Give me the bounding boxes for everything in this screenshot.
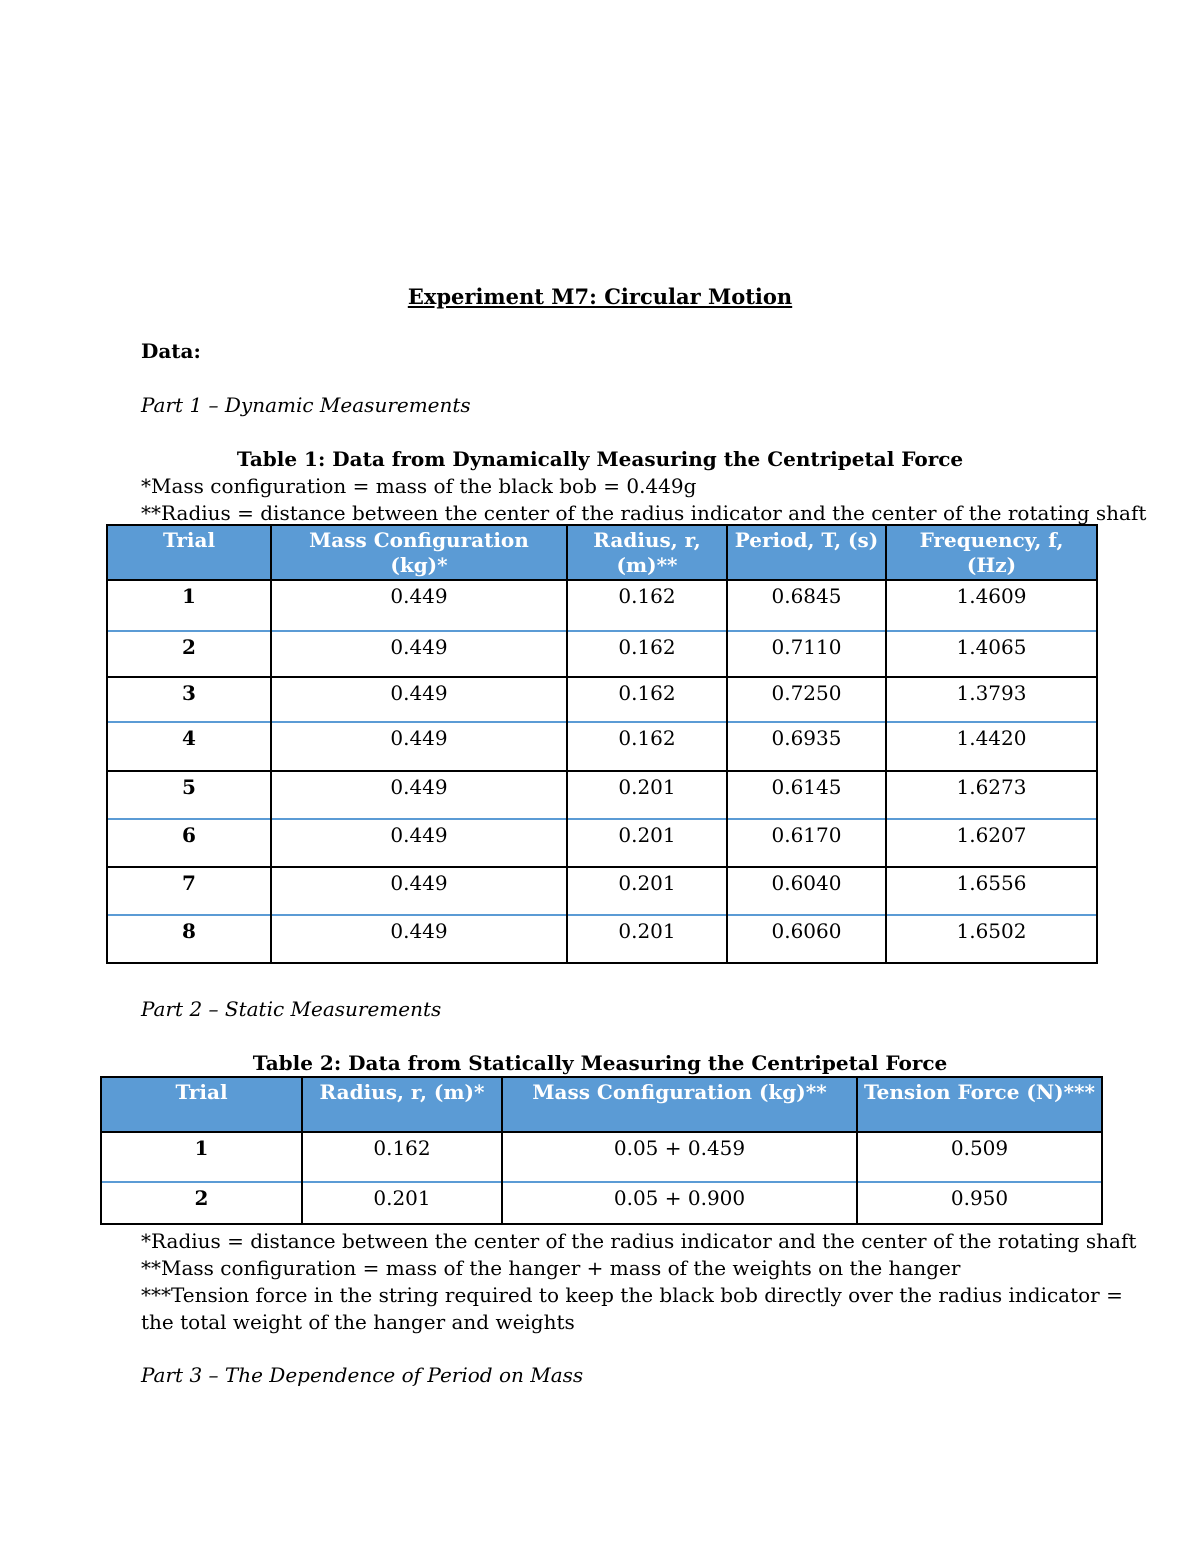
table1-cell: 0.162 xyxy=(567,631,727,677)
table2-cell: 0.950 xyxy=(857,1182,1102,1224)
table2-header-tension: Tension Force (N)*** xyxy=(857,1077,1102,1132)
table2-note-tension-cont: the total weight of the hanger and weights xyxy=(141,1310,575,1334)
part2-heading: Part 2 – Static Measurements xyxy=(141,997,442,1021)
table1-header-trial: Trial xyxy=(107,525,271,580)
table1-cell: 0.201 xyxy=(567,771,727,819)
table1-cell: 1.6273 xyxy=(886,771,1097,819)
table1-cell: 0.449 xyxy=(271,677,567,722)
table2-note-mass: **Mass configuration = mass of the hanger + mass of the weights on the hanger xyxy=(141,1256,961,1280)
table1-cell: 1.4420 xyxy=(886,722,1097,771)
table1-cell: 0.6040 xyxy=(727,867,886,915)
table2-cell: 0.509 xyxy=(857,1132,1102,1182)
table1-cell: 0.201 xyxy=(567,867,727,915)
table1-header-row xyxy=(107,525,1097,580)
table2-cell: 0.05 + 0.900 xyxy=(502,1182,857,1224)
table1-cell: 1.6502 xyxy=(886,915,1097,963)
table2-header-radius: Radius, r, (m)* xyxy=(302,1077,502,1132)
table1-cell: 0.201 xyxy=(567,819,727,867)
table1-cell: 0.449 xyxy=(271,580,567,631)
table2-header-mass: Mass Configuration (kg)** xyxy=(502,1077,857,1132)
table1-cell: 0.6145 xyxy=(727,771,886,819)
table1-cell: 0.449 xyxy=(271,771,567,819)
table1-note-mass: *Mass configuration = mass of the black bob = 0.449g xyxy=(141,474,697,498)
table2-cell: 0.05 + 0.459 xyxy=(502,1132,857,1182)
table2-note-tension: ***Tension force in the string required to keep the black bob directly over the radius indicator = xyxy=(141,1283,1123,1307)
table1-cell: 8 xyxy=(107,915,271,963)
table2-caption: Table 2: Data from Statically Measuring the Centripetal Force xyxy=(252,1051,948,1075)
table2-header-trial: Trial xyxy=(101,1077,302,1132)
table1-cell: 7 xyxy=(107,867,271,915)
table2-cell: 1 xyxy=(101,1132,302,1182)
table1-cell: 0.7110 xyxy=(727,631,886,677)
table1-cell: 0.449 xyxy=(271,631,567,677)
table1-cell: 0.6060 xyxy=(727,915,886,963)
table1-cell: 1.3793 xyxy=(886,677,1097,722)
table2-cell: 0.201 xyxy=(302,1182,502,1224)
table1-cell: 1.6207 xyxy=(886,819,1097,867)
table-row xyxy=(107,722,1097,771)
table1-cell: 0.6845 xyxy=(727,580,886,631)
table1-note-radius: **Radius = distance between the center of the radius indicator and the center of the rotating shaft xyxy=(141,501,1147,525)
table1-cell: 4 xyxy=(107,722,271,771)
table-row xyxy=(107,677,1097,722)
table-row xyxy=(107,867,1097,915)
table1-cell: 1.4065 xyxy=(886,631,1097,677)
table1-cell: 5 xyxy=(107,771,271,819)
table2-note-radius: *Radius = distance between the center of the radius indicator and the center of the rotating shaft xyxy=(141,1229,1137,1253)
table1 xyxy=(106,524,1098,964)
table1-cell: 3 xyxy=(107,677,271,722)
part3-heading: Part 3 – The Dependence of Period on Mass xyxy=(141,1363,584,1387)
table1-cell: 0.162 xyxy=(567,580,727,631)
table1-caption: Table 1: Data from Dynamically Measuring the Centripetal Force xyxy=(236,447,964,471)
table2-cell: 0.162 xyxy=(302,1132,502,1182)
table1-cell: 0.449 xyxy=(271,819,567,867)
table1-cell: 2 xyxy=(107,631,271,677)
table1-cell: 0.449 xyxy=(271,915,567,963)
table2 xyxy=(100,1076,1103,1225)
data-heading: Data: xyxy=(141,339,201,363)
table-row xyxy=(107,771,1097,819)
table1-header-radius: Radius, r, (m)** xyxy=(567,525,727,580)
table1-header-period: Period, T, (s) xyxy=(727,525,886,580)
table1-cell: 0.162 xyxy=(567,722,727,771)
part1-heading: Part 1 – Dynamic Measurements xyxy=(141,393,471,417)
table1-cell: 0.6170 xyxy=(727,819,886,867)
table1-cell: 0.449 xyxy=(271,867,567,915)
table1-header-frequency: Frequency, f, (Hz) xyxy=(886,525,1097,580)
page-title: Experiment M7: Circular Motion xyxy=(407,284,793,309)
table1-cell: 6 xyxy=(107,819,271,867)
table1-cell: 0.6935 xyxy=(727,722,886,771)
table1-cell: 0.162 xyxy=(567,677,727,722)
table-row xyxy=(107,580,1097,631)
table1-cell: 1.6556 xyxy=(886,867,1097,915)
table-row xyxy=(107,819,1097,867)
table1-cell: 0.201 xyxy=(567,915,727,963)
table2-header-row xyxy=(101,1077,1102,1132)
table1-header-mass: Mass Configuration (kg)* xyxy=(271,525,567,580)
table1-cell: 1 xyxy=(107,580,271,631)
table1-cell: 0.449 xyxy=(271,722,567,771)
table-row xyxy=(101,1182,1102,1224)
table1-cell: 0.7250 xyxy=(727,677,886,722)
table-row xyxy=(107,631,1097,677)
table-row xyxy=(107,915,1097,963)
table2-cell: 2 xyxy=(101,1182,302,1224)
table-row xyxy=(101,1132,1102,1182)
table1-cell: 1.4609 xyxy=(886,580,1097,631)
